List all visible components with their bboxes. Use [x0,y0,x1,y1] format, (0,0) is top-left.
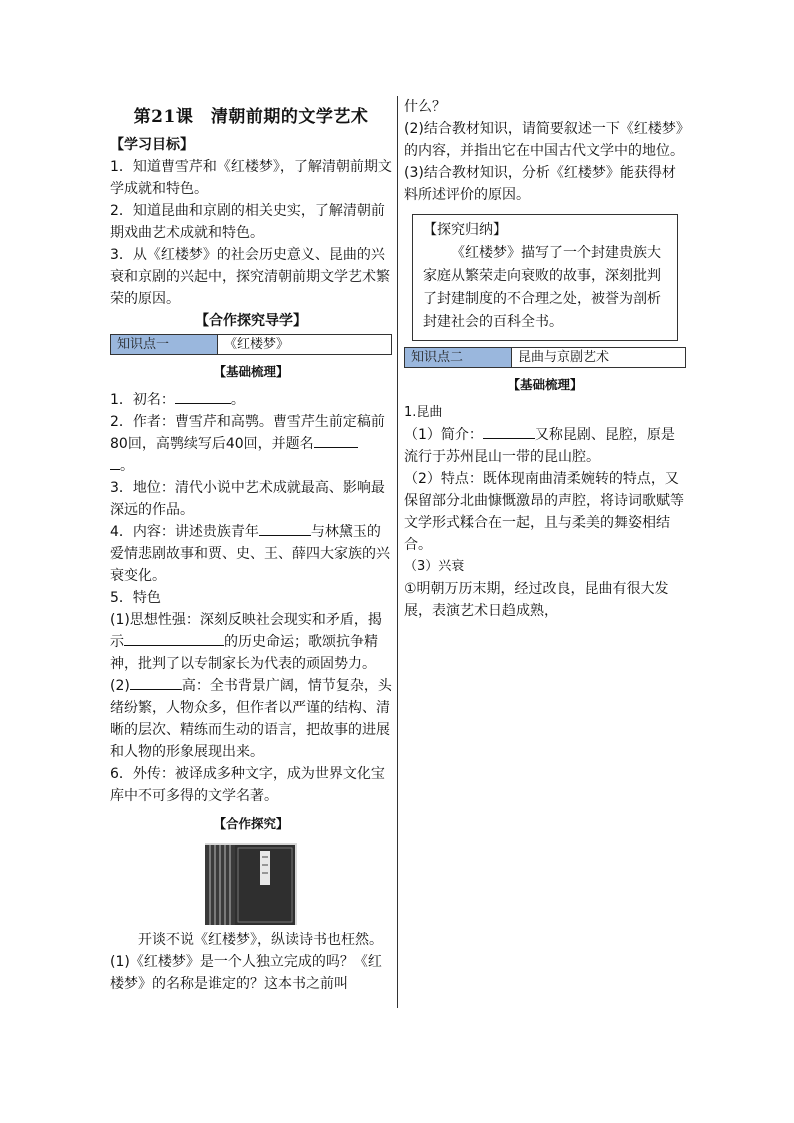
kunqu-features: （2）特点：既体现南曲清柔婉转的特点，又保留部分北曲慷慨激昂的声腔，将诗词歌赋等文学形式糅合在一起，且与柔美的舞姿相结合。 [404,471,684,553]
item-5b-text: (2) [110,678,130,694]
kunqu-rise-fall: （3）兴衰 [404,559,465,574]
item-5a-end: 的历史命运；歌颂抗争精神，批判了以专制家长为代表的顽固势力。 [110,634,378,672]
fill-blank[interactable] [259,521,311,536]
kunqu-history-1: ①明朝万历末期，经过改良，昆曲有很大发展，表演艺术日趋成熟， [404,581,669,619]
inquiry-summary-box [412,214,678,341]
item-5b [110,675,392,763]
fill-blank[interactable] [110,455,120,470]
knowledge-point-value: 昆曲与京剧艺术 [518,350,610,365]
coop-explore-heading: 【合作探究】 [213,816,289,831]
item-4-text: 4．内容：讲述贵族青年 [110,524,259,540]
question-1: (1)《红楼梦》是一个人独立完成的吗？《红楼梦》的名称是谁定的？这本书之前叫 [110,954,382,992]
left-column [110,96,392,995]
question-2: (2)结合教材知识，请简要叙述一下《红楼梦》的内容，并指出它在中国古代文学中的地位。 [404,121,684,159]
question-1-continued: 什么？ [404,99,446,115]
fill-blank[interactable] [314,433,358,448]
lesson-title: 第21课 清朝前期的文学艺术 [133,107,369,127]
basic-review-heading: 【基础梳理】 [507,377,583,392]
knowledge-point-1-bar [110,334,392,355]
item-2-text: 2．作者：曹雪芹和高鹗。曹雪芹生前定稿前80回，高鹗续写后40回，并题名 [110,414,385,452]
fill-blank[interactable] [124,631,224,646]
goals-heading: 【学习目标】 [110,137,194,153]
knowledge-point-2-bar [404,347,686,368]
basic-review-heading: 【基础梳理】 [213,364,289,379]
item-1-end: 。 [230,392,245,408]
kunqu-intro [404,424,686,468]
item-1 [110,389,392,411]
goal-2: 2．知道昆曲和京剧的相关史实，了解清朝前期戏曲艺术成就和特色。 [110,203,385,241]
kunqu-intro-text: （1）简介： [404,427,483,443]
coop-guide-heading: 【合作探究导学】 [195,313,307,329]
book-image [205,843,297,925]
right-column [404,96,686,622]
column-divider [397,96,398,1008]
fill-blank[interactable] [483,424,535,439]
goal-1: 1．知道曹雪芹和《红楼梦》，了解清朝前期文学成就和特色。 [110,159,392,197]
knowledge-point-label: 知识点二 [405,348,512,367]
item-3: 3．地位：清代小说中艺术成就最高、影响最深远的作品。 [110,480,385,518]
item-6: 6．外传：被译成多种文字，成为世界文化宝库中不可多得的文学名著。 [110,766,385,804]
inquiry-summary-text: 《红楼梦》描写了一个封建贵族大家庭从繁荣走向衰败的故事，深刻批判了封建制度的不合理之处，被誉为剖析封建社会的百科全书。 [423,245,661,330]
item-5a [110,609,392,675]
item-2-end: 。 [120,458,134,474]
inquiry-summary-heading: 【探究归纳】 [423,222,507,238]
kunqu-heading: 1.昆曲 [404,405,443,420]
goal-3: 3．从《红楼梦》的社会历史意义、昆曲的兴衰和京剧的兴起中，探究清朝前期文学艺术繁荣的原因。 [110,247,390,307]
item-1-text: 1．初名： [110,392,175,408]
kunqu-intro-end: 又称昆剧、昆腔，原是流行于苏州昆山一带的昆山腔。 [404,427,675,465]
item-5: 5．特色 [110,590,161,606]
knowledge-point-value: 《红楼梦》 [224,337,290,352]
fill-blank[interactable] [130,675,182,690]
item-2 [110,411,392,477]
item-4-end: 与林黛玉的爱情悲剧故事和贾、史、王、薛四大家族的兴衰变化。 [110,524,390,584]
question-3: (3)结合教材知识，分析《红楼梦》能获得材料所述评价的原因。 [404,165,676,203]
item-5b-end: 高：全书背景广阔，情节复杂，头绪纷繁，人物众多，但作者以严谨的结构、清晰的层次、精练而生动的语言，把故事的进展和人物的形象展现出来。 [110,678,392,760]
knowledge-point-label: 知识点一 [111,335,218,354]
poem-quote: 开谈不说《红楼梦》，纵读诗书也枉然。 [138,932,383,948]
fill-blank[interactable] [175,389,231,404]
item-5a-text: (1)思想性强：深刻反映社会现实和矛盾，揭示 [110,612,382,650]
item-4 [110,521,392,587]
